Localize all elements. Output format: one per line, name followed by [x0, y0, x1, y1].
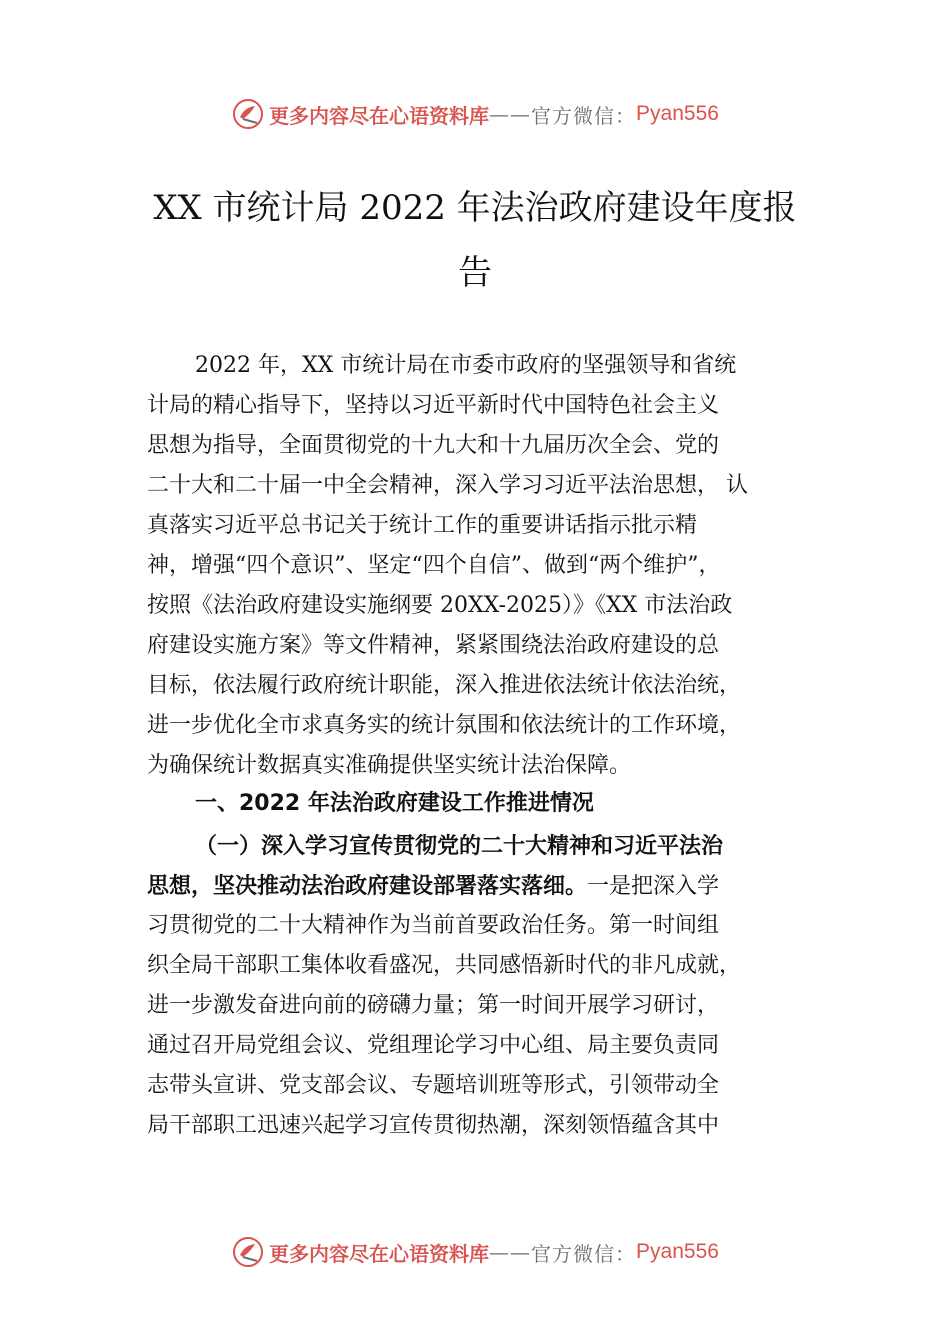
body-line: 通过召开局党组会议、党组理论学习中心组、局主要负责同	[147, 1033, 720, 1058]
subsection-heading-line-1: （一）深入学习宣传贯彻党的二十大精神和习近平法治	[195, 833, 724, 859]
watermark-separator: ——	[489, 1240, 532, 1264]
body-line: 二十大和二十届一中全会精神，深入学习习近平法治思想， 认	[147, 473, 748, 498]
body-line: 真落实习近平总书记关于统计工作的重要讲话指示批示精	[147, 513, 698, 538]
body-line: 神，增强“四个意识”、坚定“四个自信”、做到“两个维护”，	[147, 553, 721, 578]
watermark-footer	[0, 1232, 950, 1272]
body-line: 志带头宣讲、党支部会议、专题培训班等形式，引领带动全	[147, 1073, 720, 1098]
watermark-wechat-id: Pyan556	[636, 1240, 719, 1263]
watermark-brand: 更多内容尽在心语资料库	[269, 103, 490, 128]
document-title-line-2: 告	[458, 253, 492, 293]
body-line: 府建设实施方案》等文件精神，紧紧围绕法治政府建设的总	[147, 633, 720, 658]
body-line: 目标，依法履行政府统计职能，深入推进依法统计依法治统，	[147, 673, 742, 698]
body-line: 局干部职工迅速兴起学习宣传贯彻热潮，深刻领悟蕴含其中	[147, 1113, 720, 1138]
brand-logo-icon	[231, 1235, 265, 1269]
watermark-separator: ——	[489, 102, 532, 126]
watermark-header	[0, 94, 950, 134]
subsection-continuation: 一是把深入学	[587, 874, 720, 899]
watermark-wechat-id: Pyan556	[636, 102, 719, 125]
subsection-line-2	[147, 871, 719, 902]
watermark-label: 官方微信：	[531, 1241, 637, 1266]
body-line: 织全局干部职工集体收看盛况，共同感悟新时代的非凡成就，	[147, 953, 742, 978]
body-line: 2022 年，XX 市统计局在市委市政府的坚强领导和省统	[195, 353, 737, 378]
body-line: 进一步优化全市求真务实的统计氛围和依法统计的工作环境，	[147, 713, 742, 738]
body-line: 计局的精心指导下，坚持以习近平新时代中国特色社会主义	[147, 393, 720, 418]
body-line: 进一步激发奋进向前的磅礴力量；第一时间开展学习研讨，	[147, 993, 720, 1018]
watermark-brand: 更多内容尽在心语资料库	[269, 1241, 490, 1266]
body-line: 按照《法治政府建设实施纲要 20XX-2025）》《XX 市法治政	[147, 593, 733, 618]
watermark-label: 官方微信：	[531, 103, 637, 128]
body-line: 习贯彻党的二十大精神作为当前首要政治任务。第一时间组	[147, 913, 720, 938]
section-heading: 一、2022 年法治政府建设工作推进情况	[195, 791, 594, 816]
body-line: 思想为指导，全面贯彻党的十九大和十九届历次全会、党的	[147, 433, 720, 458]
document-title-line-1: XX 市统计局 2022 年法治政府建设年度报	[153, 188, 797, 228]
brand-logo-icon	[231, 97, 265, 131]
subsection-heading-line-2: 思想，坚决推动法治政府建设部署落实落细。	[147, 873, 588, 899]
body-line: 为确保统计数据真实准确提供坚实统计法治保障。	[147, 753, 632, 778]
